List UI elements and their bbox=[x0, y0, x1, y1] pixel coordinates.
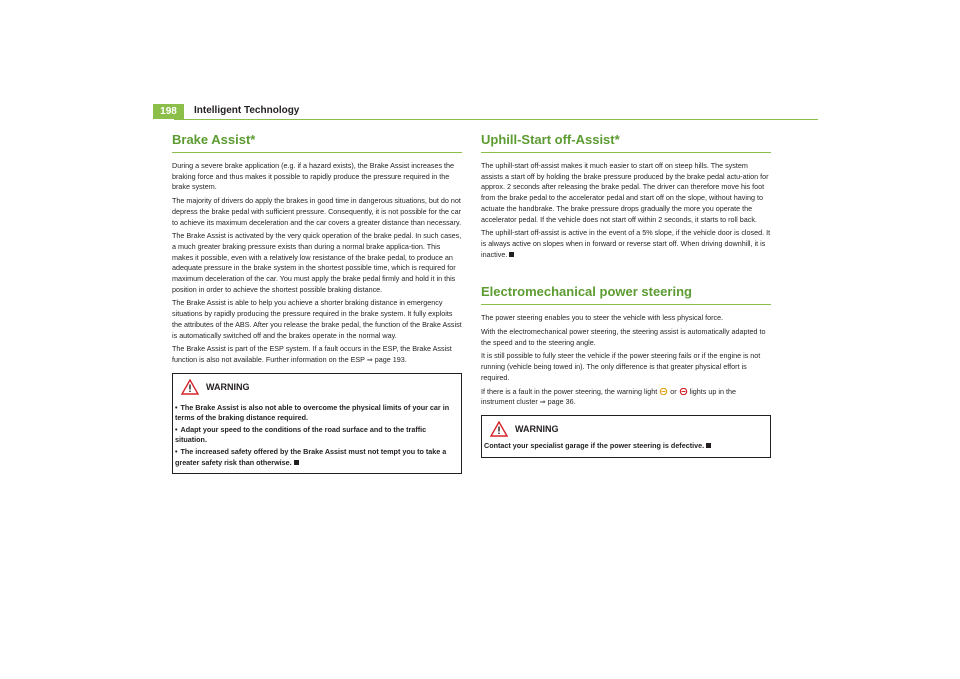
warning-item-text: The Brake Assist is also not able to overcome the physical limits of your car in terms of the braking distance required. bbox=[175, 402, 450, 423]
right-column bbox=[481, 126, 771, 458]
reference-arrow-icon: ⇒ bbox=[366, 356, 373, 364]
steering-warning-light-red-icon bbox=[679, 388, 688, 395]
steering-warning-light-yellow-icon bbox=[659, 388, 668, 395]
esp-text: The Brake Assist is part of the ESP system. If a fault occurs in the ESP, the Brake Assist function is also not available. Further information on the ESP bbox=[172, 344, 452, 364]
chapter-title: Intelligent Technology bbox=[194, 105, 300, 116]
end-of-section-icon bbox=[294, 460, 299, 465]
warning-item bbox=[175, 447, 457, 468]
bullet-icon: • bbox=[175, 424, 178, 434]
warning-item bbox=[175, 425, 457, 446]
warning-item bbox=[175, 403, 457, 424]
fault-text: If there is a fault in the power steering, the warning light bbox=[481, 386, 658, 396]
end-of-section-icon bbox=[509, 252, 514, 257]
page-reference-link[interactable]: page 36. bbox=[547, 397, 576, 407]
end-of-section-icon bbox=[706, 443, 711, 448]
header-rule bbox=[174, 119, 818, 120]
warning-header bbox=[177, 379, 457, 397]
warning-header bbox=[486, 421, 766, 439]
page-reference-link[interactable]: page 193. bbox=[374, 354, 407, 364]
uphill-paragraph: The uphill-start off-assist makes it much easier to start off on steep hills. The system assists a start off by holding the brake pressure produced by the brake pedal actu-ation for approx. 2 seconds after releasing the brake pedal. The driver can therefore move his foot from the brake pedal to the accelerator pedal and start off on the slope, without having to actuate the handbrake. The brake pressure drops gradually the more you operate the accelerator pedal. If the vehicle does not start off within 2 seconds, it starts to roll back. bbox=[481, 161, 769, 224]
brake-assist-paragraph: The Brake Assist is activated by the very quick operation of the brake pedal. In such cases, a much greater braking pressure exists than during a normal brake applica-tion. This makes it possible, even with a relatively low resistance of the brake pedal, to produce an adequate pressure in the brake system in the shortest possible time, which is required for maximum deceleration of the car. You must apply the brake pedal firmly and hold it in this position in order to achieve the shortest possible braking distance. bbox=[172, 231, 462, 294]
fault-or: or bbox=[670, 386, 677, 396]
steering-paragraph: With the electromechanical power steering, the steering assist is automatically adapted to the speed and to the steering angle. bbox=[481, 327, 766, 347]
uphill-assist-heading: Uphill-Start off-Assist* bbox=[481, 126, 771, 153]
steering-paragraph: The power steering enables you to steer the vehicle with less physical force. bbox=[481, 313, 724, 323]
fault-text-2: lights up in the instrument cluster bbox=[481, 386, 736, 407]
warning-item-text: Contact your specialist garage if the power steering is defective. bbox=[484, 440, 705, 450]
warning-label: WARNING bbox=[206, 381, 250, 392]
brake-assist-paragraph: The Brake Assist is able to help you achieve a shorter braking distance in emergency situations by rapidly producing the pressure required in the brake system. It fully exploits the attributes of the ABS. After you release the brake pedal, the function of the Brake Assist is automatically switched off and the brakes operate in the normal way. bbox=[172, 298, 462, 340]
brake-assist-paragraph: During a severe brake application (e.g. if a hazard exists), the Brake Assist increases the braking force and thus makes it possible to rapidly produce the pressure required in the brake system. bbox=[172, 161, 455, 192]
power-steering-heading: Electromechanical power steering bbox=[481, 278, 771, 305]
warning-item-text: Adapt your speed to the conditions of the road surface and to the traffic situation. bbox=[175, 424, 427, 445]
warning-body bbox=[173, 399, 461, 469]
warning-body bbox=[482, 441, 770, 452]
steering-paragraph: It is still possible to fully steer the vehicle if the power steering fails or if the engine is not running (vehicle being towed in). The only difference is that greater physical effort is required. bbox=[481, 351, 761, 382]
brake-assist-esp-paragraph bbox=[172, 344, 462, 366]
warning-label: WARNING bbox=[515, 423, 559, 434]
warning-item bbox=[484, 441, 766, 452]
brake-assist-heading: Brake Assist* bbox=[172, 126, 462, 153]
uphill-paragraph-last bbox=[481, 228, 771, 260]
page-number: 198 bbox=[153, 104, 184, 119]
brake-assist-warning-box bbox=[172, 373, 462, 475]
page-header bbox=[143, 104, 818, 120]
left-column bbox=[172, 126, 462, 474]
bullet-icon: • bbox=[175, 402, 178, 412]
uphill-last-text: The uphill-start off-assist is active in the event of a 5% slope, if the vehicle door is closed. It is always active on slopes when in forward or reverse start off. When driving downhill, it is inactive. bbox=[481, 228, 771, 259]
steering-fault-paragraph bbox=[481, 387, 771, 409]
warning-item-text: The increased safety offered by the Brake Assist must not tempt you to take a greater safety risk than otherwise. bbox=[175, 447, 447, 467]
bullet-icon: • bbox=[175, 447, 178, 457]
reference-arrow-icon: ⇒ bbox=[539, 399, 546, 407]
warning-triangle-icon bbox=[181, 379, 199, 395]
brake-assist-paragraph: The majority of drivers do apply the brakes in good time in dangerous situations, but do not depress the brake pedal with sufficient pressure. Consequently, it is not possible for the car to achieve its maximum deceleration and the car covers a greater distance than necessary. bbox=[172, 196, 462, 227]
steering-warning-box bbox=[481, 415, 771, 458]
warning-triangle-icon bbox=[490, 421, 508, 437]
